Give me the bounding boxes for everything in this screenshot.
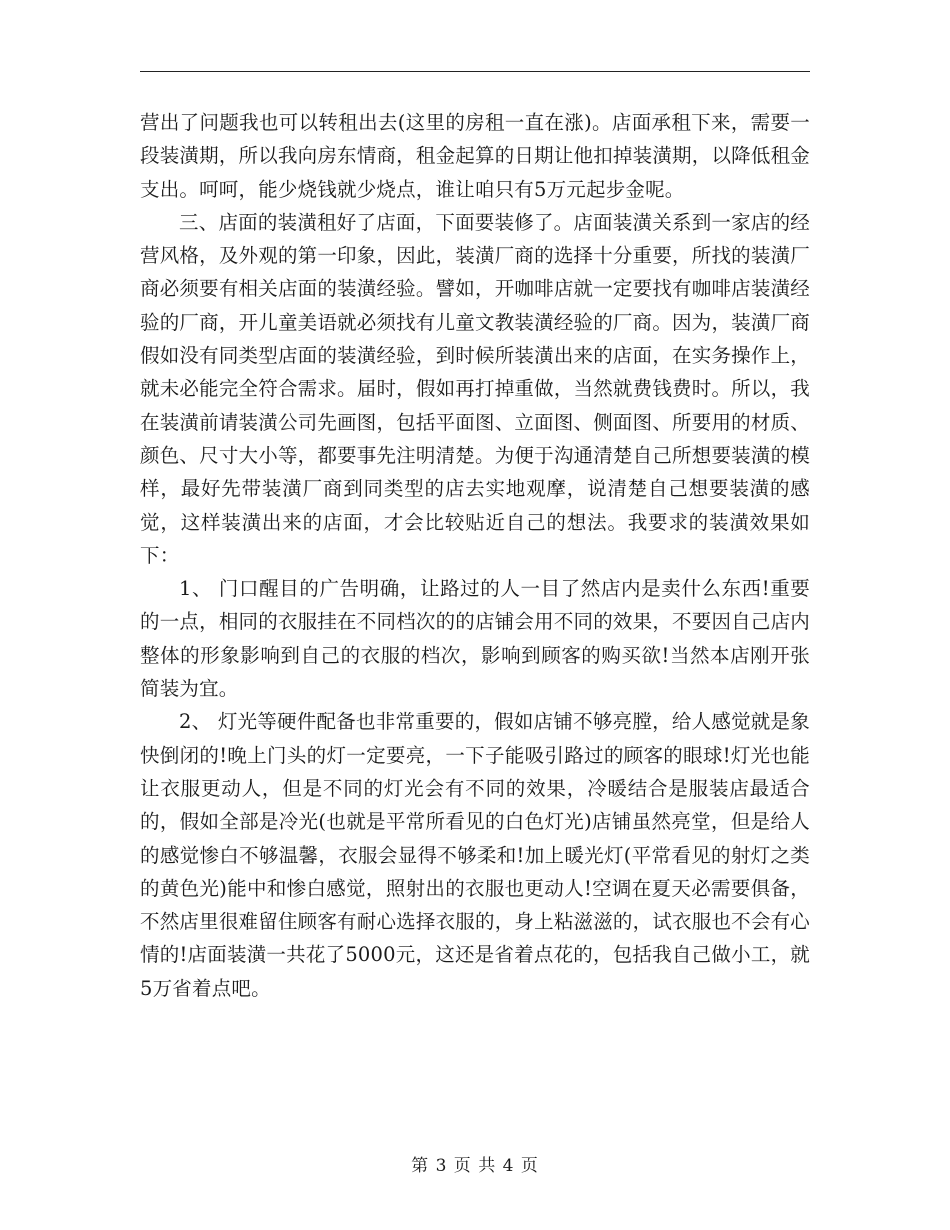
document-body [140,106,810,1005]
header-rule [140,71,810,72]
paragraph-item-one: 1、 门口醒目的广告明确，让路过的人一目了然店内是卖什么东西!重要的一点，相同的衣服挂在不同档次的的店铺会用不同的效果，不要因自己店内整体的形象影响到自己的衣服的档次，影响到顾客的购买欲!当然本店刚开张简装为宜。 [140,577,810,701]
paragraph-continuation: 营出了问题我也可以转租出去(这里的房租一直在涨)。店面承租下来，需要一段装潢期，所以我向房东情商，租金起算的日期让他扣掉装潢期，以降低租金支出。呵呵，能少烧钱就少烧点，谁让咱只有5万元起步金呢。 [140,111,810,201]
paragraph-section-three: 三、店面的装潢租好了店面，下面要装修了。店面装潢关系到一家店的经营风格，及外观的第一印象，因此，装潢厂商的选择十分重要，所找的装潢厂商必须要有相关店面的装潢经验。譬如，开咖啡店就一定要找有咖啡店装潢经验的厂商，开儿童美语就必须找有儿童文教装潢经验的厂商。因为，装潢厂商假如没有同类型店面的装潢经验，到时候所装潢出来的店面，在实务操作上，就未必能完全符合需求。届时，假如再打掉重做，当然就费钱费时。所以，我在装潢前请装潢公司先画图，包括平面图、立面图、侧面图、所要用的材质、颜色、尺寸大小等，都要事先注明清楚。为便于沟通清楚自己所想要装潢的模样，最好先带装潢厂商到同类型的店去实地观摩，说清楚自己想要装潢的感觉，这样装潢出来的店面，才会比较贴近自己的想法。我要求的装潢效果如下： [140,210,810,567]
page-number-footer: 第 3 页 共 4 页 [411,1156,539,1176]
paragraph-item-two: 2、 灯光等硬件配备也非常重要的，假如店铺不够亮膛，给人感觉就是象快倒闭的!晚上门头的灯一定要亮，一下子能吸引路过的顾客的眼球!灯光也能让衣服更动人，但是不同的灯光会有不同的效果，冷暖结合是服装店最适合的，假如全部是冷光(也就是平常所看见的白色灯光)店铺虽然亮堂，但是给人的感觉惨白不够温馨，衣服会显得不够柔和!加上暖光灯(平常看见的射灯之类的黄色光)能中和惨白感觉，照射出的衣服也更动人!空调在夏天必需要俱备，不然店里很难留住顾客有耐心选择衣服的，身上粘滋滋的，试衣服也不会有心情的!店面装潢一共花了5000元，这还是省着点花的，包括我自己做小工，就5万省着点吧。 [140,710,810,1000]
